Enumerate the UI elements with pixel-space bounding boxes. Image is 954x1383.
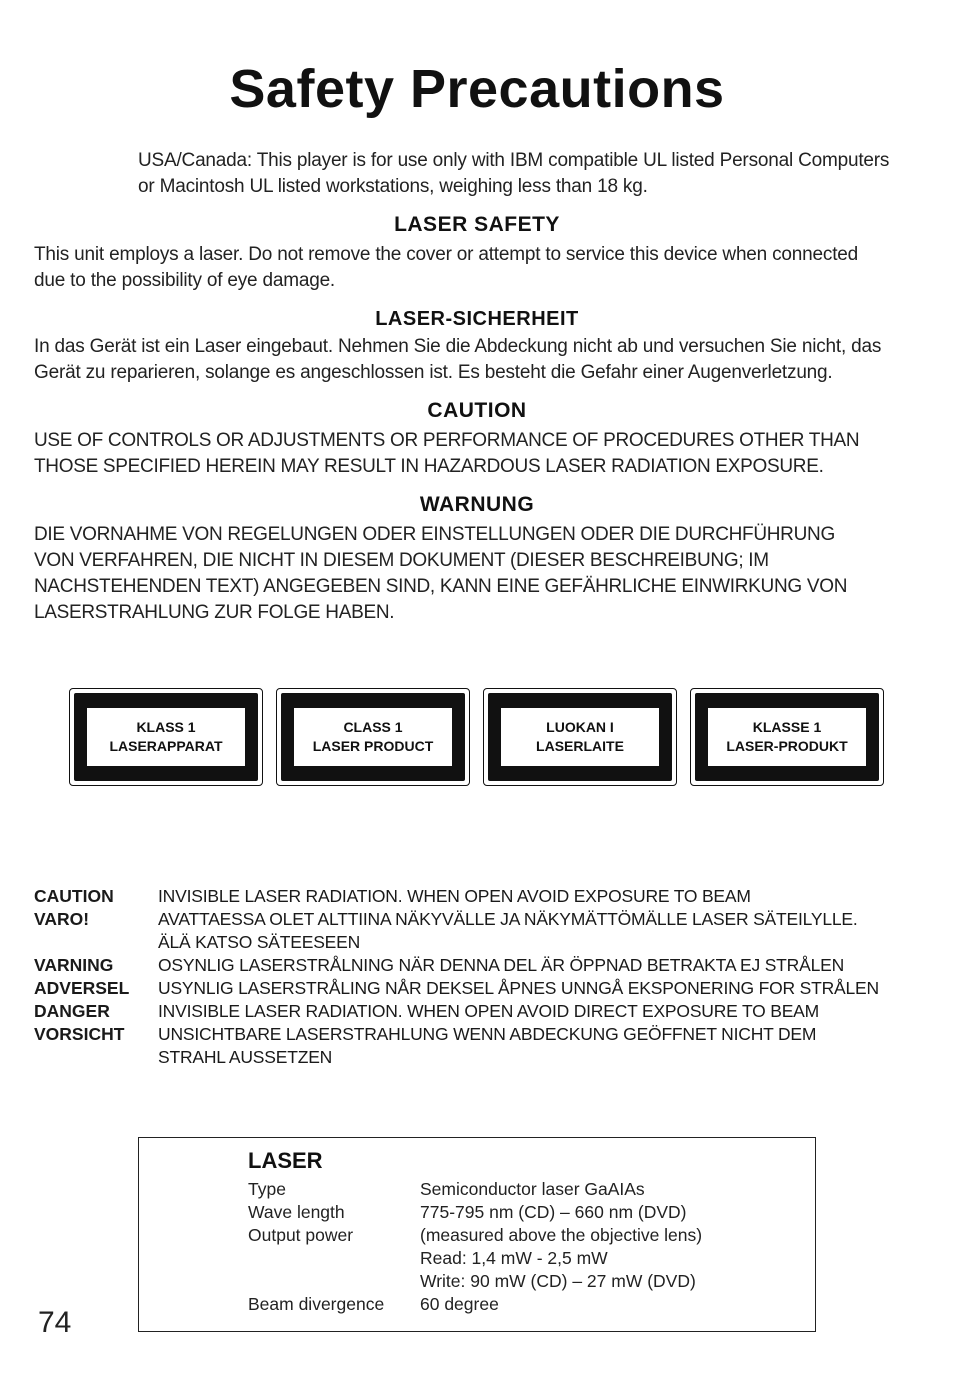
- laser-sicherheit-paragraph: [34, 334, 934, 386]
- laser-spec-value: Semiconductor laser GaAIAs: [420, 1179, 645, 1199]
- warning-row: [34, 1000, 918, 1023]
- laser-spec-key: Type: [248, 1179, 286, 1199]
- laser-spec-key: [248, 1247, 420, 1270]
- laser-spec-key: [248, 1270, 420, 1293]
- laser-sicherheit-line: In das Gerät ist ein Laser eingebaut. Nehmen Sie die Abdeckung nicht ab und versuchen Sie nicht, das: [34, 336, 882, 357]
- class-label-klasse: [690, 688, 884, 786]
- warning-row: [34, 931, 918, 954]
- class-label-panel: [294, 708, 452, 766]
- laser-safety-heading: LASER SAFETY: [394, 213, 560, 236]
- class-label-frame: [695, 693, 879, 781]
- page-number: 74: [38, 1306, 72, 1339]
- class-label-frame: [74, 693, 258, 781]
- warning-text: INVISIBLE LASER RADIATION. WHEN OPEN AVOID DIRECT EXPOSURE TO BEAM: [158, 1001, 820, 1021]
- laser-safety-paragraph: [34, 242, 934, 294]
- warning-text: UNSICHTBARE LASERSTRAHLUNG WENN ABDECKUNG GEÖFFNET NICHT DEM: [158, 1024, 817, 1044]
- warning-row: [34, 977, 918, 1000]
- laser-spec-row: [248, 1201, 800, 1224]
- class-label-line: LASER PRODUCT: [312, 738, 434, 754]
- warning-table: [34, 885, 918, 1069]
- laser-spec-title: LASER: [248, 1148, 323, 1173]
- warning-text: OSYNLIG LASERSTRÅLNING NÄR DENNA DEL ÄR ÖPPNAD BETRAKTA EJ STRÅLEN: [158, 955, 845, 975]
- warning-key: CAUTION: [34, 886, 114, 906]
- laser-spec-key: Beam divergence: [248, 1294, 385, 1314]
- laser-spec-row: [248, 1178, 800, 1201]
- warning-text: USYNLIG LASERSTRÅLING NÅR DEKSEL ÅPNES UNNGÅ EKSPONERING FOR STRÅLEN: [158, 978, 879, 998]
- warning-row: [34, 1023, 918, 1046]
- laser-spec-row: [248, 1270, 800, 1293]
- laser-spec-value: Read: 1,4 mW - 2,5 mW: [420, 1248, 608, 1268]
- class-label-luokan: [483, 688, 677, 786]
- warning-key: [34, 1046, 158, 1069]
- class-label-line: LASER-PRODUKT: [726, 738, 848, 754]
- intro-line: or Macintosh UL listed workstations, weighing less than 18 kg.: [138, 176, 648, 197]
- page-title: Safety Precautions: [229, 59, 725, 119]
- class-label-klass: [69, 688, 263, 786]
- warnung-line: VON VERFAHREN, DIE NICHT IN DIESEM DOKUMENT (DIESER BESCHREIBUNG; IM: [34, 550, 769, 571]
- class-label-line: LASERAPPARAT: [109, 738, 223, 754]
- class-label-line: KLASSE 1: [752, 719, 822, 735]
- laser-spec-row: [248, 1293, 800, 1316]
- warnung-line: NACHSTEHENDEN TEXT) ANGEGEBEN SIND, KANN EINE GEFÄHRLICHE EINWIRKUNG VON: [34, 576, 848, 597]
- laser-spec-table: [248, 1178, 800, 1316]
- caution-line: THOSE SPECIFIED HEREIN MAY RESULT IN HAZARDOUS LASER RADIATION EXPOSURE.: [34, 456, 824, 477]
- warning-key: VARO!: [34, 909, 90, 929]
- laser-spec-value: 775-795 nm (CD) – 660 nm (DVD): [420, 1202, 687, 1222]
- class-label-panel: [87, 708, 245, 766]
- warning-row: [34, 954, 918, 977]
- warnung-heading: WARNUNG: [419, 493, 535, 516]
- class-label-class: [276, 688, 470, 786]
- class-label-line: LASERLAITE: [536, 738, 624, 754]
- laser-sicherheit-line: Gerät zu reparieren, solange es angeschlossen ist. Es besteht die Gefahr einer Augenverletzung.: [34, 362, 833, 383]
- laser-spec-key: Output power: [248, 1225, 354, 1245]
- warning-text: AVATTAESSA OLET ALTTIINA NÄKYVÄLLE JA NÄKYMÄTTÖMÄLLE LASER SÄTEILYLLE.: [158, 909, 858, 929]
- warning-text: ÄLÄ KATSO SÄTEESEEN: [158, 932, 361, 952]
- intro-line: USA/Canada: This player is for use only with IBM compatible UL listed Personal Computers: [138, 150, 890, 171]
- caution-heading: CAUTION: [427, 399, 527, 422]
- warning-key: VARNING: [34, 955, 114, 975]
- warnung-line: LASERSTRAHLUNG ZUR FOLGE HABEN.: [34, 602, 395, 623]
- warning-row: [34, 885, 918, 908]
- laser-spec-row: [248, 1224, 800, 1247]
- class-label-panel: [708, 708, 866, 766]
- warning-text: INVISIBLE LASER RADIATION. WHEN OPEN AVOID EXPOSURE TO BEAM: [158, 886, 751, 906]
- laser-safety-line: due to the possibility of eye damage.: [34, 270, 336, 291]
- warning-key: VORSICHT: [34, 1024, 125, 1044]
- warning-key: DANGER: [34, 1001, 110, 1021]
- caution-paragraph: [34, 428, 934, 480]
- class-label-line: KLASS 1: [136, 719, 196, 735]
- class-label-line: LUOKAN I: [546, 719, 614, 735]
- warning-row: [34, 1046, 918, 1069]
- laser-spec-key: Wave length: [248, 1202, 345, 1222]
- laser-spec-value: 60 degree: [420, 1294, 499, 1314]
- laser-safety-line: This unit employs a laser. Do not remove the cover or attempt to service this device when connected: [34, 244, 859, 265]
- warnung-paragraph: [34, 522, 934, 626]
- class-label-frame: [281, 693, 465, 781]
- class-label-line: CLASS 1: [343, 719, 403, 735]
- caution-line: USE OF CONTROLS OR ADJUSTMENTS OR PERFORMANCE OF PROCEDURES OTHER THAN: [34, 430, 860, 451]
- warning-text: STRAHL AUSSETZEN: [158, 1047, 333, 1067]
- warning-key: [34, 931, 158, 954]
- laser-spec-box: [138, 1137, 816, 1332]
- warning-key: ADVERSEL: [34, 978, 130, 998]
- laser-spec-value: (measured above the objective lens): [420, 1225, 703, 1245]
- laser-sicherheit-heading: LASER-SICHERHEIT: [375, 308, 579, 330]
- laser-spec-row: [248, 1247, 800, 1270]
- warning-row: [34, 908, 918, 931]
- class-label-frame: [488, 693, 672, 781]
- intro-paragraph: [138, 148, 938, 200]
- class-label-panel: [501, 708, 659, 766]
- warnung-line: DIE VORNAHME VON REGELUNGEN ODER EINSTELLUNGEN ODER DIE DURCHFÜHRUNG: [34, 524, 835, 545]
- laser-spec-value: Write: 90 mW (CD) – 27 mW (DVD): [420, 1271, 696, 1291]
